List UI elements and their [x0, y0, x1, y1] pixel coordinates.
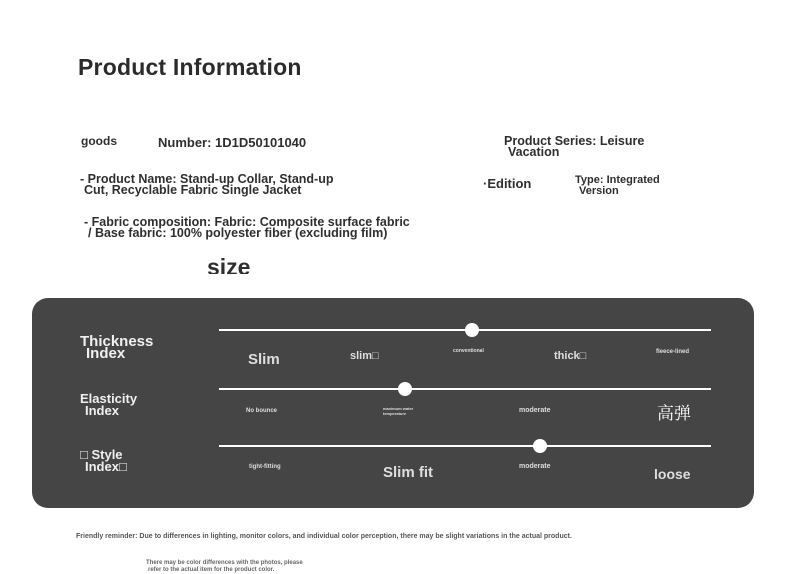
edition-type	[575, 175, 660, 197]
style-option-moderate: moderate	[519, 463, 551, 470]
elasticity-option-moderate: moderate	[519, 407, 551, 414]
size-heading: size	[207, 254, 251, 274]
color-note-line-1: There may be color differences with the photos, please	[146, 560, 303, 566]
elasticity-slider-handle[interactable]	[398, 382, 412, 396]
elasticity-option-no-bounce: No bounce	[246, 408, 277, 414]
friendly-reminder: Friendly reminder: Due to differences in lighting, monitor colors, and individual color perception, there may be slight variations in the actual product.	[76, 533, 572, 540]
style-slider-handle[interactable]	[533, 439, 547, 453]
edition-label: ·Edition	[483, 176, 532, 191]
product-name-line-2: Cut, Recyclable Fabric Single Jacket	[84, 183, 302, 197]
style-option-slim-fit: Slim fit	[383, 464, 434, 481]
elasticity-label-line-2: Index	[85, 403, 119, 418]
thickness-label-line-2: Index	[86, 345, 126, 362]
elasticity-index-label	[80, 393, 137, 417]
fabric-composition-line-1: - Fabric composition: Fabric: Composite surface fabric	[84, 215, 410, 229]
product-series	[504, 136, 644, 158]
product-series-line-2: Vacation	[508, 145, 560, 159]
elasticity-option-max-water-temp: maximum water temperature	[383, 406, 414, 416]
thickness-option-fleece-lined: fleece-lined	[656, 349, 690, 355]
style-option-loose: loose	[654, 466, 691, 482]
page-title: Product Information	[78, 54, 302, 80]
product-name	[80, 174, 333, 196]
edition-type-line-2: Version	[579, 185, 619, 197]
fabric-composition-line-2: / Base fabric: 100% polyester fiber (excluding film)	[88, 226, 388, 240]
thickness-index-label	[80, 333, 154, 362]
product-series-line-1: Product Series: Leisure	[504, 134, 645, 148]
thickness-option-slim-alt: slim□	[350, 350, 379, 362]
color-note	[146, 560, 303, 574]
color-note-line-2: refer to the actual item for the product color.	[148, 567, 275, 573]
fabric-composition	[84, 217, 410, 239]
style-label-line-1: □ Style	[80, 447, 123, 462]
product-number: Number: 1D1D50101040	[158, 135, 307, 150]
thickness-option-conventional: conventional	[453, 348, 484, 354]
goods-label: goods	[81, 134, 117, 148]
elasticity-slider-track[interactable]	[219, 388, 711, 390]
product-name-line-1: - Product Name: Stand-up Collar, Stand-up	[80, 172, 334, 186]
edition-type-line-1: Type: Integrated	[575, 174, 660, 186]
thickness-option-thick: thick□	[554, 350, 587, 362]
thickness-option-slim: Slim	[248, 351, 280, 368]
style-index-label	[80, 449, 127, 473]
style-label-line-2: Index□	[85, 459, 127, 474]
elasticity-option-high-elastic: 高弹	[657, 404, 691, 424]
thickness-label-line-1: Thickness	[80, 333, 154, 350]
style-option-tight-fitting: tight-fitting	[249, 464, 281, 470]
style-slider-track[interactable]	[219, 445, 711, 447]
elasticity-label-line-1: Elasticity	[80, 391, 138, 406]
